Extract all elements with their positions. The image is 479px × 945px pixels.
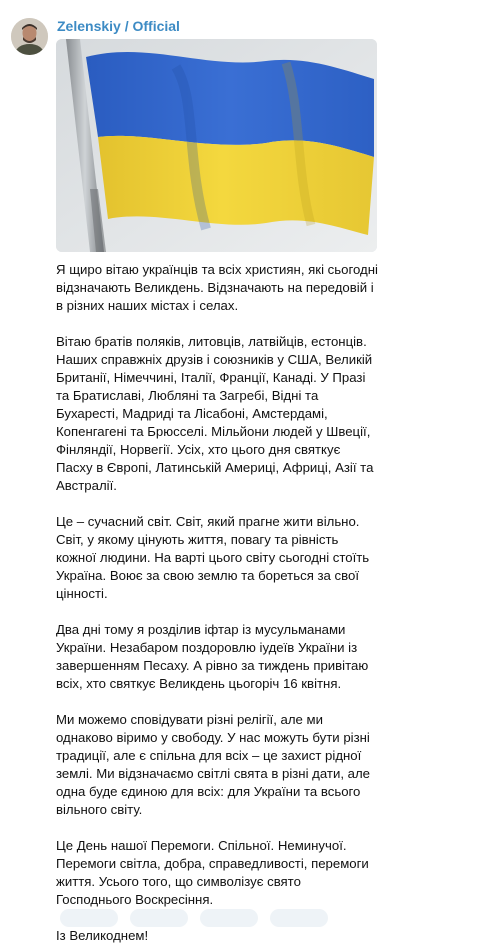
channel-avatar[interactable] — [11, 18, 48, 55]
channel-post — [56, 17, 379, 945]
post-text: Я щиро вітаю українців та всіх християн, які сьогодні відзначають Великдень. Відзначають на передовій і в різних наших містах і селах. Вітаю братів поляків, литовців, латвійців, естонців. Наших справжніх друзів і союзників у США, Великій Британії, Німеччині, Італії, Франції, Канаді. У Празі та Братиславі, Любляні та Загребі, Відні та Бухаресті, Мадриді та Лісабоні, Амстердамі, Копенгагені та Брюсселі. Мільйони людей у Швеції, Фінляндії, Норвегії. Усіх, хто цього дня святкує Пасху в Європі, Латинській Америці, Африці, Азії та Австралії. Це – сучасний світ. Світ, який прагне жити вільно. Світ, у якому цінують життя, повагу та рівність кожної людини. На варті цього світу сьогодні стоїть Україна. Воює за свою землю та бореться за свої цінності. Два дні тому я розділив іфтар із мусульманами України. Незабаром поздоровлю іудеїв України із завершенням Песаху. А рівно за тиждень привітаю всіх, хто святкує Великдень цьогоріч 16 квітня. Ми можемо сповідувати різні релігії, але ми однаково віримо у свободу. У нас можуть бути різні традиції, але є спільна для всіх – це захист рідної землі. Ми відзначаємо світлі свята в різні дати, але одна буде єдиною для всіх: для України та всього вільного світу. Це День нашої Перемоги. Спільної. Неминучої. Перемоги світла, добра, справедливості, перемоги життя. Усього того, що символізує свято Господнього Воскресіння. Із Великоднем! — [56, 262, 378, 943]
reaction-chip[interactable] — [60, 909, 118, 927]
reactions-bar — [60, 909, 328, 927]
reaction-chip[interactable] — [200, 909, 258, 927]
avatar-photo-icon — [11, 18, 48, 55]
ukrainian-flag-photo — [56, 39, 377, 252]
post-photo[interactable] — [56, 39, 377, 252]
reaction-chip[interactable] — [270, 909, 328, 927]
channel-name[interactable]: Zelenskiy / Official — [57, 18, 180, 34]
reaction-chip[interactable] — [130, 909, 188, 927]
